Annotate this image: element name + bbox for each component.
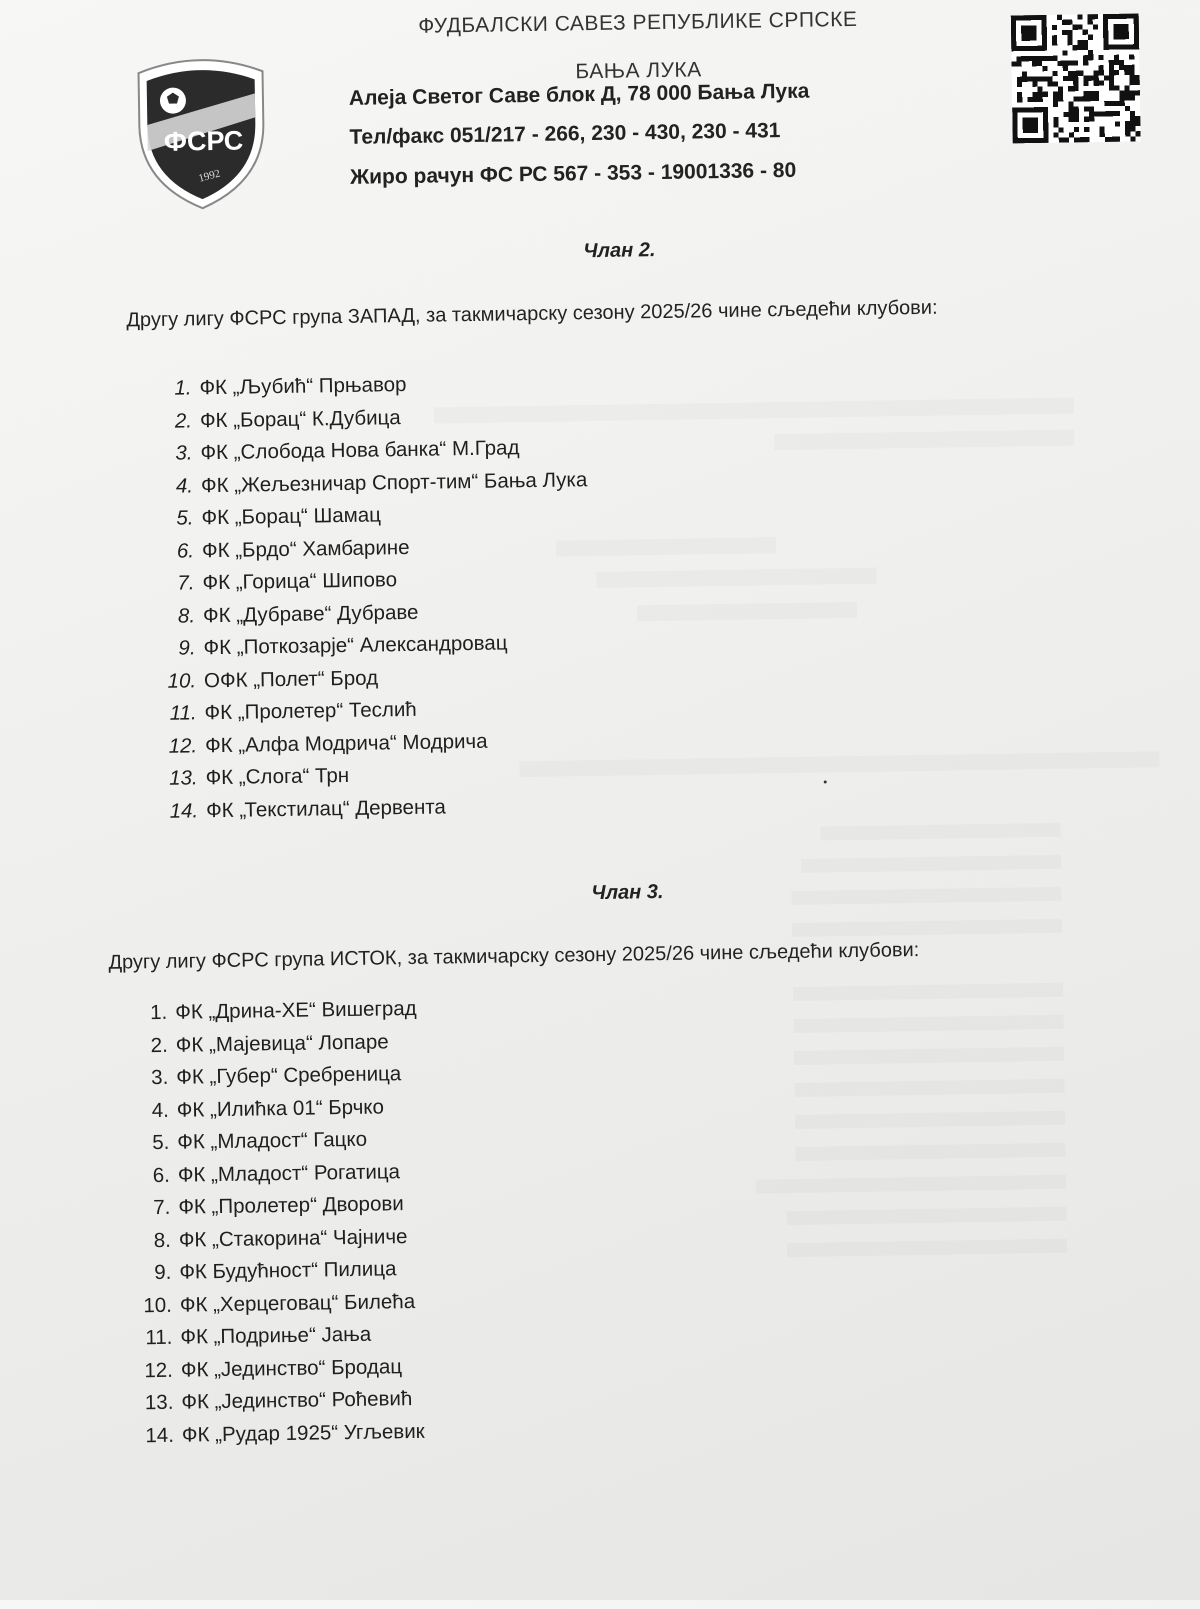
- club-name: ФК „Слога“ Трн: [205, 763, 350, 790]
- club-name: ФК „Јединство“ Роћевић: [181, 1387, 413, 1414]
- article-2-intro: Другу лигу ФСРС група ЗАПАД, за такмичарску сезону 2025/26 чине сљедећи клубови:: [126, 296, 938, 332]
- club-list-item: [134, 1285, 423, 1322]
- article-3-title: Члан 3.: [591, 881, 664, 905]
- club-number: 12.: [168, 733, 198, 758]
- club-number: 2.: [174, 408, 193, 433]
- logo-text: ФСРС: [163, 125, 244, 157]
- club-name: ФК „Борац“ К.Дубица: [199, 405, 401, 432]
- club-name: ФК „Жељезничар Спорт-тим“ Бања Лука: [200, 467, 588, 497]
- club-number: 10.: [143, 1293, 173, 1317]
- organization-address: Алеја Светог Саве блок Д, 78 000 Бања Лука: [348, 79, 810, 110]
- club-number: 2.: [150, 1033, 168, 1057]
- qr-code: [1011, 13, 1141, 143]
- club-list-item: [135, 1350, 424, 1387]
- club-name: ФК Будућност“ Пилица: [179, 1257, 397, 1284]
- article-3-intro: Другу лигу ФСРС група ИСТОК, за такмичарску сезону 2025/26 чине сљедећи клубови:: [108, 939, 920, 974]
- club-number: 14.: [145, 1423, 175, 1447]
- club-number: 4.: [151, 1098, 169, 1122]
- club-name: ФК „Јединство“ Бродац: [180, 1354, 403, 1382]
- club-list-item: [133, 1253, 422, 1290]
- club-number: 12.: [144, 1358, 174, 1382]
- club-name: ФК „Илићка 01“ Брчко: [176, 1094, 385, 1122]
- club-number: 3.: [151, 1065, 169, 1090]
- club-name: ФК „Борац“ Шамац: [201, 503, 382, 530]
- club-number: 6.: [176, 538, 195, 563]
- organization-account: Жиро рачун ФС РС 567 - 353 - 19001336 - 80: [350, 158, 797, 189]
- west-group-club-list: [153, 366, 592, 828]
- organization-phone: Тел/факс 051/217 - 266, 230 - 430, 230 - 431: [349, 119, 781, 149]
- club-list-item: [129, 993, 418, 1030]
- club-number: 5.: [176, 506, 194, 530]
- club-number: 6.: [152, 1163, 171, 1187]
- club-list-item: [155, 464, 588, 503]
- club-name: ФК „Младост“ Рогатица: [177, 1159, 401, 1187]
- club-name: ФК „Брдо“ Хамбарине: [201, 535, 410, 562]
- club-name: ФК „Пролетер“ Дворови: [178, 1192, 404, 1219]
- organization-city: БАЊА ЛУКА: [575, 58, 702, 84]
- club-list-item: [131, 1090, 420, 1127]
- club-name: ФК „Рудар 1925“ Угљевик: [181, 1419, 425, 1447]
- club-name: ФК „Дрина-ХЕ“ Вишеград: [175, 996, 417, 1024]
- club-name: ФК „Алфа Модрича“ Модрича: [204, 729, 488, 757]
- club-number: 13.: [144, 1390, 174, 1415]
- club-name: ФК „Љубић“ Прњавор: [199, 372, 407, 400]
- club-list-item: [135, 1383, 424, 1420]
- club-number: 14.: [169, 798, 199, 823]
- bleed-through-text: ​: [0, 0, 1200, 1609]
- club-name: ФК „Херцеговац“ Билећа: [179, 1289, 416, 1317]
- organization-name: ФУДБАЛСКИ САВЕЗ РЕПУБЛИКЕ СРПСКЕ: [418, 7, 858, 38]
- club-number: 4.: [175, 473, 194, 498]
- club-number: 1.: [174, 376, 192, 400]
- club-name: ФК „Мајевица“ Лопаре: [175, 1029, 389, 1057]
- club-name: ОФК „Полет“ Брод: [203, 665, 379, 692]
- club-name: ФК „Горица“ Шипово: [202, 568, 398, 595]
- club-list-item: [131, 1123, 420, 1160]
- club-number: 9.: [178, 636, 196, 660]
- club-name: ФК „Слобода Нова банка“ М.Град: [200, 436, 520, 465]
- club-number: 11.: [169, 701, 197, 725]
- club-number: 5.: [152, 1130, 170, 1155]
- club-name: ФК „Текстилац“ Дервента: [205, 794, 447, 822]
- club-number: 3.: [175, 441, 193, 465]
- club-name: ФК „Дубраве“ Дубраве: [202, 600, 419, 627]
- club-list-item: [136, 1415, 425, 1452]
- article-2-title: Члан 2.: [583, 239, 656, 263]
- club-list-item: [160, 789, 593, 828]
- club-number: 7.: [153, 1195, 171, 1220]
- club-list-item: [133, 1220, 422, 1257]
- club-name: ФК „Пролетер“ Теслић: [204, 697, 417, 725]
- stray-dot: [824, 780, 827, 783]
- club-list-item: [130, 1025, 419, 1062]
- logo-year: 1992: [197, 167, 222, 185]
- club-name: ФК „Поткозарје“ Александровац: [203, 631, 508, 660]
- club-number: 7.: [177, 571, 195, 595]
- club-number: 13.: [168, 766, 198, 790]
- club-number: 11.: [145, 1325, 173, 1350]
- club-name: ФК „Младост“ Гацко: [177, 1127, 368, 1154]
- east-group-club-list: [129, 993, 425, 1452]
- club-name: ФК „Губер“ Сребреница: [176, 1062, 402, 1089]
- club-number: 8.: [153, 1228, 172, 1252]
- club-list-item: [134, 1318, 423, 1355]
- club-name: ФК „Подриње“ Јања: [180, 1322, 372, 1349]
- club-list-item: [132, 1188, 421, 1225]
- club-list-item: [132, 1155, 421, 1192]
- club-number: 9.: [154, 1260, 172, 1285]
- club-number: 1.: [149, 1000, 168, 1025]
- club-number: 10.: [167, 668, 197, 693]
- club-name: ФК „Стакорина“ Чајниче: [178, 1224, 408, 1252]
- club-list-item: [130, 1058, 419, 1095]
- fsrs-logo: [130, 53, 272, 213]
- club-number: 8.: [177, 603, 196, 628]
